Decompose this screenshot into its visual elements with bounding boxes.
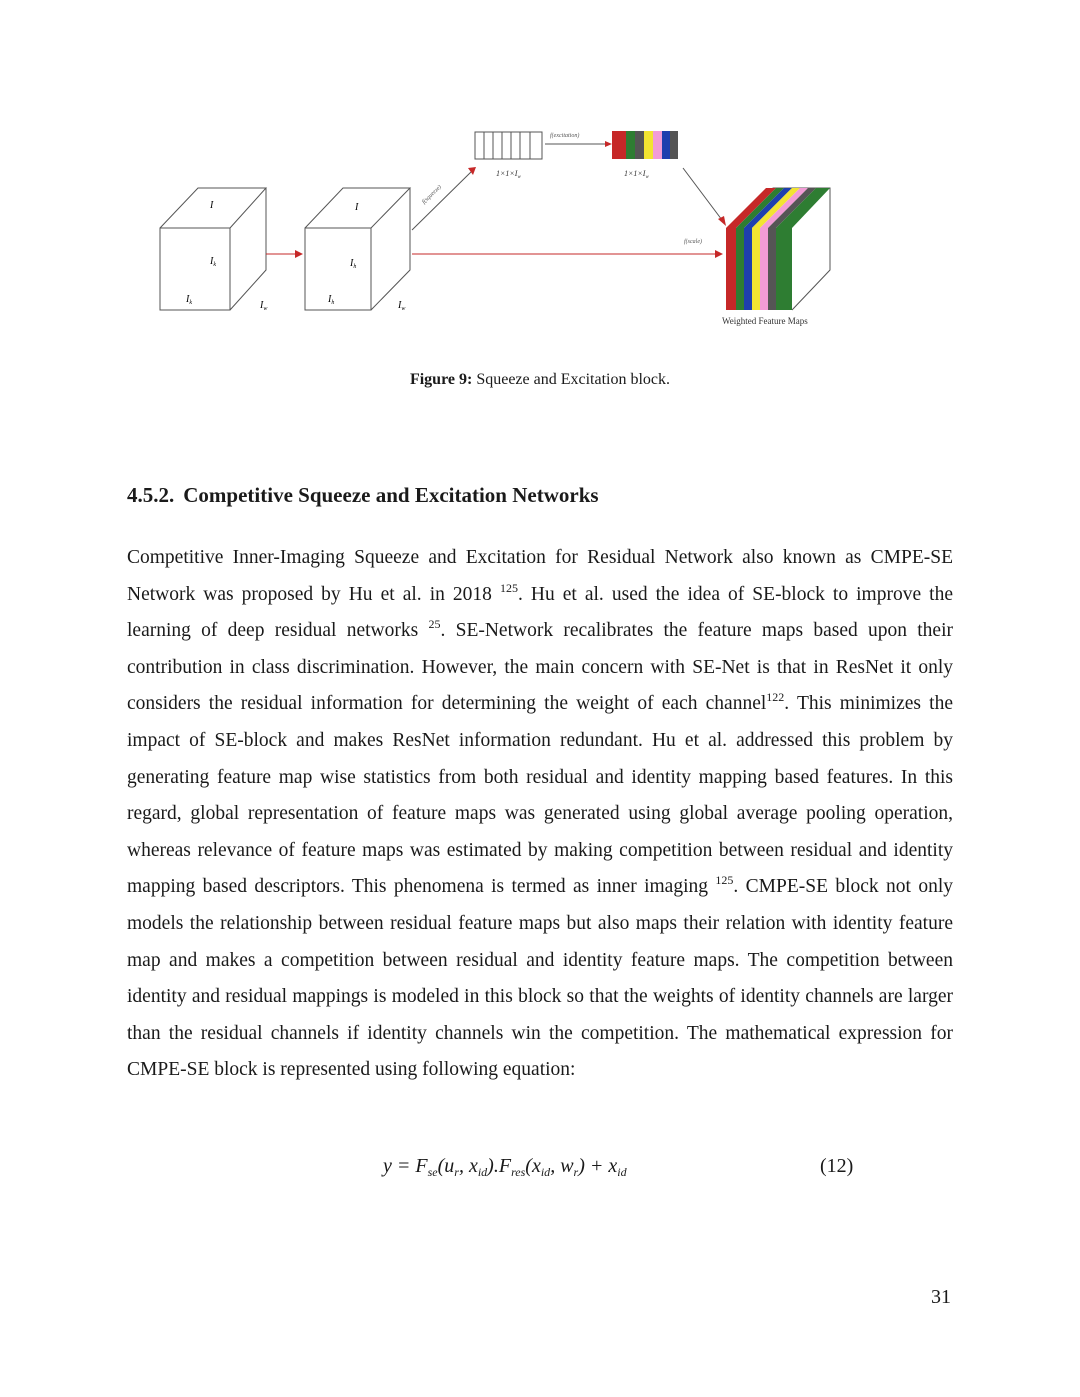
weighted-label: Weighted Feature Maps [722, 316, 808, 326]
eq-part: ) + x [578, 1155, 618, 1177]
vec1-sub: w [517, 175, 521, 180]
svg-text:1×1×Iw [624, 169, 649, 180]
cube1-depth-label: I [210, 200, 214, 211]
svg-text:Ik [209, 256, 216, 268]
se-block-diagram [150, 120, 850, 340]
vector-to-output-arrowhead [718, 216, 726, 226]
para-text-5: . CMPE-SE block not only models the relationship between residual feature maps but also maps their relation with identity feature map and makes a competition between residual and identity feature maps. The competition between identity and residual mappings is modeled in this block so that the weights of identity channels are larger than the residual channels if identity channels win the competition. The mathematical expression for CMPE-SE block is represented using following equation: [127, 876, 954, 1081]
cube2-side-label: I [398, 300, 402, 311]
section-heading [127, 483, 599, 508]
weighted-feature-maps [726, 188, 830, 310]
svg-text:Ih [327, 294, 334, 306]
citation-122: 122 [766, 690, 785, 705]
svg-text:1×1×Iw [496, 169, 521, 180]
equation-number: (12) [820, 1155, 854, 1177]
cube2-side-sub: w [401, 306, 406, 312]
para-text-3: . SE-Network recalibrates the feature maps based upon their contribution in class discrimination. However, the main concern with SE-Net is that in ResNet it only considers the residual information for determining the weight of each channel [127, 620, 953, 715]
para-text-1: Competitive Inner-Imaging Squeeze and Excitation for Residual Network also known as CMPE-SE Network was proposed by Hu et al. in 2018 [127, 547, 953, 605]
se-block-figure [150, 120, 850, 340]
svg-text:Iw [397, 300, 405, 312]
svg-text:Iw [259, 300, 267, 312]
vec2-sub: w [645, 175, 649, 180]
scale-label: f(scale) [684, 239, 702, 245]
page-number: 31 [931, 1286, 951, 1308]
eq-sub: id [540, 1165, 551, 1179]
cube1-width-sub: k [189, 300, 193, 306]
cube2-height-label: I [350, 258, 354, 269]
vec2-label: 1×1×I [624, 169, 646, 178]
cube1-side-sub: w [263, 306, 268, 312]
vec1-label: 1×1×I [496, 169, 518, 178]
excitation-vector [612, 131, 678, 159]
cube1-height-sub: k [213, 262, 217, 268]
cube2-width-sub: h [331, 300, 335, 306]
para-text-2: . Hu et al. used the idea of SE-block to improve the learning of deep residual networks [127, 583, 953, 642]
eq-sub: id [617, 1165, 627, 1179]
cube2-width-label: I [328, 294, 332, 305]
eq-sub: r [573, 1165, 579, 1179]
eq-part: (x [525, 1155, 541, 1177]
citation-25: 25 [428, 617, 441, 632]
eq-part: (u [437, 1155, 455, 1177]
squeeze-label: f(squeeze) [421, 184, 443, 206]
svg-text:Ik [185, 294, 192, 306]
eq-sub: se [427, 1165, 438, 1179]
svg-text:Ih [349, 258, 356, 270]
section-number: 4.5.2. [127, 483, 175, 507]
eq-part: y = F [383, 1155, 428, 1177]
eq-sub: id [477, 1165, 488, 1179]
section-title: Competitive Squeeze and Excitation Networks [183, 483, 599, 507]
citation-125: 125 [499, 580, 518, 595]
cube1-side-label: I [260, 300, 264, 311]
caption-label: Figure 9: [409, 371, 473, 388]
cube2-depth-label: I [355, 202, 359, 213]
squeeze-vector [475, 132, 542, 159]
para-text-4: . This minimizes the impact of SE-block and makes ResNet information redundant. Hu et al. addressed this problem by generating feature map wise statistics from both residual and identity mapping based features. In this regard, global representation of feature maps was generated using global average pooling operation, whereas relevance of feature maps was estimated by making competition between residual and identity mapping based descriptors. This phenomena is termed as inner imaging [127, 693, 953, 898]
eq-sub: res [511, 1165, 526, 1179]
eq-part: ).F [487, 1155, 512, 1177]
eq-part: , w [550, 1155, 574, 1177]
caption-text: Squeeze and Excitation block. [476, 371, 671, 388]
equation-12 [383, 1155, 627, 1180]
cube1-height-label: I [210, 256, 214, 267]
excitation-label: f(excitation) [550, 133, 580, 139]
citation-125b: 125 [715, 873, 734, 888]
cube1-width-label: I [186, 294, 190, 305]
cube2-height-sub: h [353, 264, 357, 270]
figure-caption [0, 371, 1080, 389]
body-paragraph [127, 540, 953, 1089]
eq-part: , x [458, 1155, 478, 1177]
vector-to-output-arrow [683, 168, 722, 220]
excitation-arrowhead [605, 141, 612, 147]
eq-sub: r [454, 1165, 459, 1179]
